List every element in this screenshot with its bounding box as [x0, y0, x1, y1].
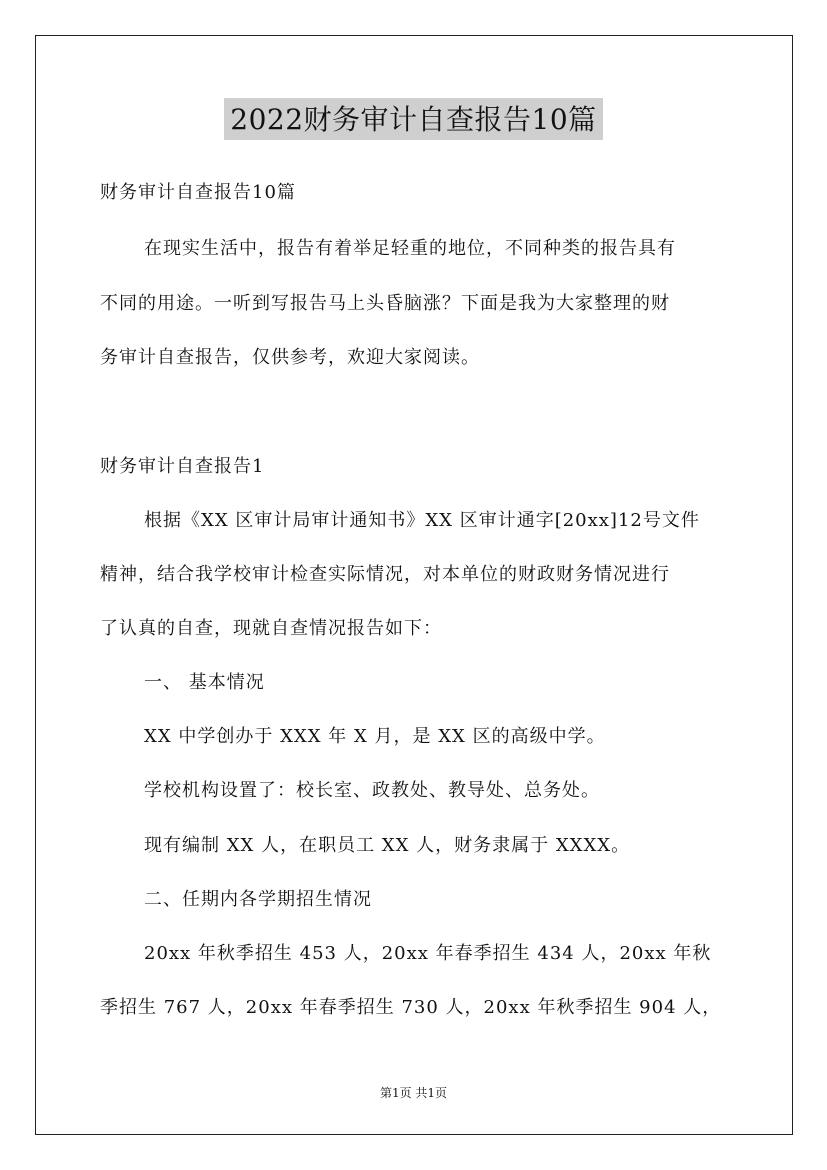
subheading: 一、 基本情况 [144, 672, 265, 693]
paragraph-line: 学校机构设置了：校长室、政教处、教导处、总务处。 [144, 780, 600, 801]
title-wrapper [0, 98, 827, 140]
paragraph-line: 现有编制 XX 人，在职员工 XX 人，财务隶属于 XXXX。 [144, 835, 631, 856]
paragraph-line: 了认真的自查，现就自查情况报告如下： [100, 618, 442, 639]
subheading: 二、任期内各学期招生情况 [144, 889, 372, 910]
paragraph-line: 务审计自查报告，仅供参考，欢迎大家阅读。 [100, 347, 480, 368]
paragraph-line: XX 中学创办于 XXX 年 X 月，是 XX 区的高级中学。 [144, 726, 606, 747]
paragraph-line: 不同的用途。一听到写报告马上头昏脑涨？下面是我为大家整理的财 [100, 293, 670, 314]
section-heading: 财务审计自查报告10篇 [100, 182, 296, 203]
page-footer: 第1页 共1页 [379, 1086, 448, 1100]
section-heading: 财务审计自查报告1 [100, 456, 265, 477]
paragraph-line: 精神，结合我学校审计检查实际情况，对本单位的财政财务情况进行 [100, 564, 670, 585]
paragraph-line: 季招生 767 人，20xx 年春季招生 730 人，20xx 年秋季招生 904 人， [100, 997, 722, 1018]
paragraph-line: 根据《XX 区审计局审计通知书》XX 区审计通字[20xx]12号文件 [144, 510, 700, 531]
paragraph-line: 20xx 年秋季招生 453 人，20xx 年春季招生 434 人，20xx 年秋 [144, 943, 712, 964]
paragraph-line: 在现实生活中，报告有着举足轻重的地位，不同种类的报告具有 [144, 238, 676, 259]
document-title: 2022财务审计自查报告10篇 [224, 98, 602, 140]
